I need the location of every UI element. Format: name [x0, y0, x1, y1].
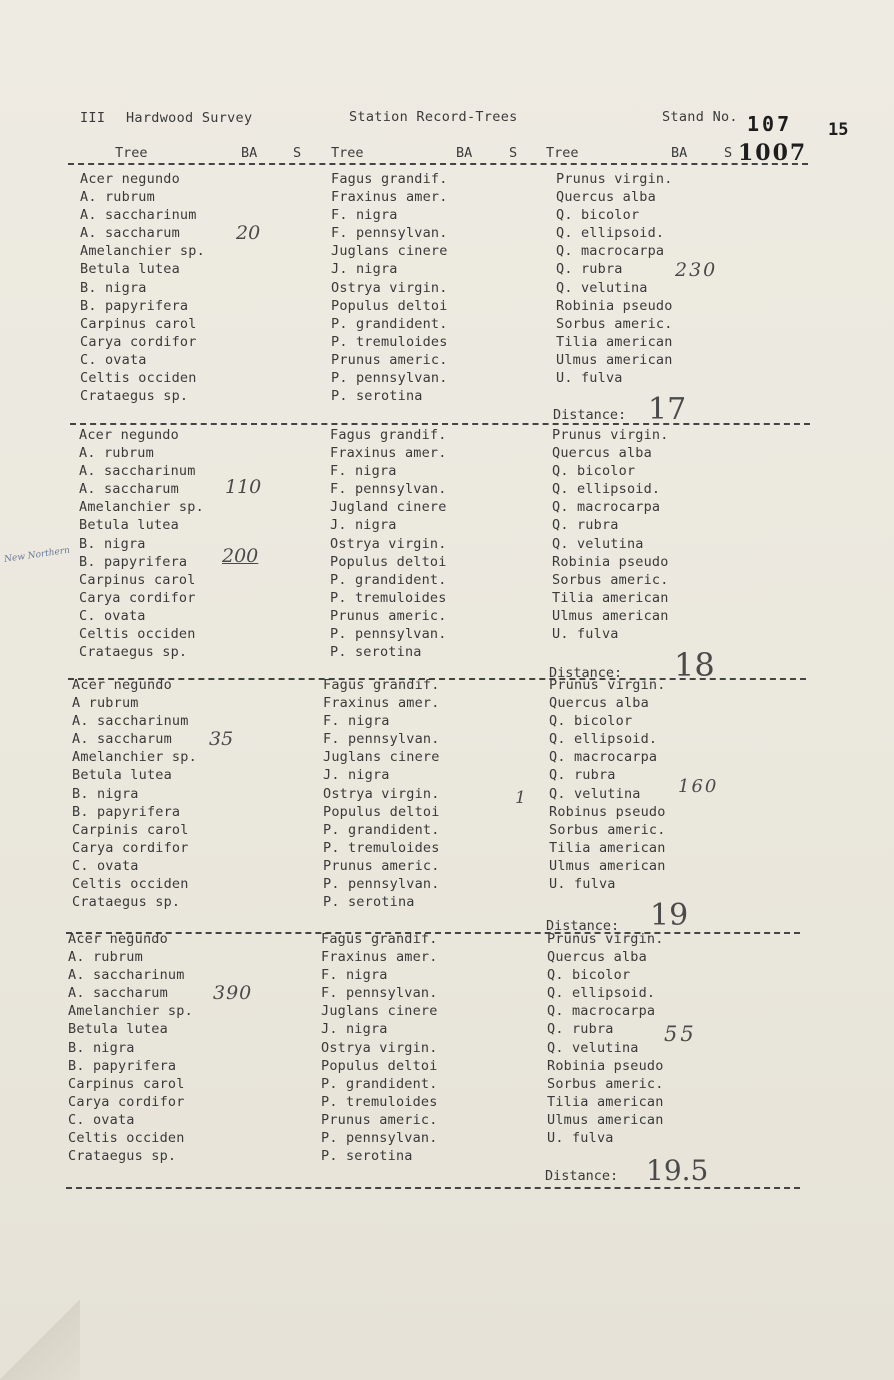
tree-name: Celtis occiden	[68, 1130, 185, 1147]
tree-name: B. papyrifera	[72, 803, 181, 820]
tree-name: P. pennsylvan.	[330, 626, 447, 643]
footer-divider	[66, 1187, 800, 1189]
tree-name: Acer negundo	[80, 171, 180, 187]
section-4-col3	[547, 930, 664, 1147]
basal-area-entry: 1	[515, 788, 526, 808]
col1-s-header: S	[293, 145, 302, 161]
section-2-col2	[330, 426, 447, 661]
tree-name: Q. macrocarpa	[552, 499, 661, 516]
stand-number-stamp: 1007	[738, 140, 808, 166]
distance-value: 19.5	[646, 1154, 709, 1187]
tree-name: B. nigra	[79, 535, 146, 552]
tree-name: Sorbus americ.	[549, 821, 666, 838]
tree-name: Betula lutea	[68, 1021, 168, 1038]
tree-name: J. nigra	[330, 517, 397, 534]
tree-name: P. tremuloides	[331, 333, 448, 350]
tree-name: Q. macrocarpa	[549, 749, 658, 766]
tree-name: A. rubrum	[68, 949, 143, 966]
tree-name: Ulmus american	[547, 1111, 664, 1128]
tree-name: F. nigra	[321, 967, 388, 984]
tree-name: A. rubrum	[80, 189, 155, 206]
distance-label: Distance:	[545, 1168, 619, 1184]
basal-area-entry: 55	[664, 1022, 697, 1046]
basal-area-entry: 35	[209, 728, 234, 750]
tree-name: A rubrum	[72, 695, 139, 712]
stand-label: Stand No.	[662, 109, 738, 125]
tree-name: P. serotina	[321, 1148, 413, 1165]
tree-name: F. pennsylvan.	[323, 731, 440, 748]
tree-name: Celtis occiden	[79, 626, 196, 643]
tree-name: Populus deltoi	[323, 803, 440, 820]
tree-name: Quercus alba	[549, 695, 649, 712]
tree-name: Prunus americ.	[323, 857, 440, 874]
tree-name: A. saccharinum	[68, 967, 185, 984]
tree-name: J. nigra	[323, 767, 390, 784]
distance-value: 18	[674, 646, 715, 684]
tree-name: Betula lutea	[80, 261, 180, 278]
tree-name: Q. bicolor	[549, 713, 633, 730]
tree-name: Tilia american	[552, 589, 669, 606]
tree-name: J. nigra	[331, 261, 398, 278]
tree-name: Carpinus carol	[80, 315, 197, 332]
tree-name: Juglans cinere	[321, 1003, 438, 1020]
col3-tree-header: Tree	[546, 145, 579, 161]
tree-name: Amelanchier sp.	[68, 1003, 193, 1020]
section-2-col3	[552, 426, 669, 643]
tree-name: Fagus grandif.	[321, 931, 438, 947]
basal-area-entry: 110	[225, 476, 262, 498]
section-number: III	[80, 110, 106, 126]
tree-name: Amelanchier sp.	[80, 243, 205, 260]
tree-name: C. ovata	[72, 857, 139, 874]
tree-name: A. saccharum	[68, 985, 168, 1002]
tree-name: Crataegus sp.	[80, 388, 189, 405]
tree-name: Sorbus americ.	[552, 571, 669, 588]
tree-name: C. ovata	[79, 607, 146, 624]
tree-name: Robinia pseudo	[547, 1057, 664, 1074]
tree-name: P. serotina	[331, 388, 423, 405]
tree-name: B. papyrifera	[68, 1057, 177, 1074]
section-2-col1	[79, 426, 204, 661]
tree-name: B. nigra	[80, 279, 147, 296]
tree-name: Juglans cinere	[331, 243, 448, 260]
tree-name: Q. ellipsoid.	[552, 481, 661, 498]
tree-name: Tilia american	[547, 1093, 664, 1110]
tree-name: Fagus grandif.	[331, 171, 448, 187]
tree-name: A. saccharinum	[79, 463, 196, 480]
section-divider	[70, 423, 810, 425]
tree-name: Q. bicolor	[552, 463, 636, 480]
tree-name: B. nigra	[68, 1039, 135, 1056]
basal-area-entry: 160	[678, 776, 719, 797]
tree-name: P. pennsylvan.	[321, 1130, 438, 1147]
tree-name: Celtis occiden	[72, 876, 189, 893]
col1-ba-header: BA	[241, 145, 258, 161]
tree-name: P. grandident.	[330, 571, 447, 588]
tree-name: Robinia pseudo	[556, 297, 673, 314]
tree-name: U. fulva	[556, 370, 623, 387]
tree-name: Populus deltoi	[330, 553, 447, 570]
tree-name: Q. macrocarpa	[547, 1003, 656, 1020]
tree-name: U. fulva	[547, 1130, 614, 1147]
basal-area-entry: 230	[675, 259, 718, 281]
tree-name: Ostrya virgin.	[330, 535, 447, 552]
tree-name: Crataegus sp.	[79, 644, 188, 661]
tree-name: Fagus grandif.	[330, 427, 447, 443]
tree-name: Ostrya virgin.	[321, 1039, 438, 1056]
tree-name: Carya cordifor	[80, 333, 197, 350]
tree-name: Jugland cinere	[330, 499, 447, 516]
tree-name: Acer negundo	[72, 677, 172, 693]
tree-name: Prunus virgin.	[556, 171, 673, 187]
tree-name: Celtis occiden	[80, 370, 197, 387]
section-3-col3	[549, 676, 666, 893]
section-1-col3	[556, 170, 673, 387]
stand-number-typed: 107	[747, 112, 793, 136]
tree-name: Q. rubra	[556, 261, 623, 278]
tree-name: Tilia american	[549, 839, 666, 856]
tree-name: Q. bicolor	[556, 207, 640, 224]
margin-note: New Northern	[3, 545, 71, 565]
tree-name: P. grandident.	[323, 821, 440, 838]
section-1-col1	[80, 170, 205, 405]
tree-name: P. tremuloides	[323, 839, 440, 856]
tree-name: Fagus grandif.	[323, 677, 440, 693]
distance-value: 17	[648, 392, 687, 427]
tree-name: A. saccharinum	[72, 713, 189, 730]
tree-name: Prunus virgin.	[552, 427, 669, 443]
tree-name: Tilia american	[556, 333, 673, 350]
tree-name: Betula lutea	[72, 767, 172, 784]
tree-name: P. grandident.	[331, 315, 448, 332]
tree-name: B. nigra	[72, 785, 139, 802]
tree-name: Q. velutina	[556, 279, 648, 296]
stand-number-mark: 15	[828, 120, 849, 140]
tree-name: Prunus americ.	[331, 351, 448, 368]
tree-name: A. saccharum	[72, 731, 172, 748]
section-3-col2	[323, 676, 440, 911]
tree-name: F. pennsylvan.	[331, 225, 448, 242]
col3-s-header: S	[724, 145, 733, 161]
tree-name: Fraxinus amer.	[331, 189, 448, 206]
tree-name: Prunus americ.	[330, 607, 447, 624]
tree-name: Juglans cinere	[323, 749, 440, 766]
section-1-col2	[331, 170, 448, 405]
section-3-col1	[72, 676, 197, 911]
basal-area-entry: 200	[222, 545, 259, 567]
tree-name: Carpinis carol	[72, 821, 189, 838]
tree-name: Q. ellipsoid.	[547, 985, 656, 1002]
tree-name: P. pennsylvan.	[323, 876, 440, 893]
tree-name: Crataegus sp.	[68, 1148, 177, 1165]
tree-name: Q. ellipsoid.	[549, 731, 658, 748]
tree-name: J. nigra	[321, 1021, 388, 1038]
tree-name: Sorbus americ.	[556, 315, 673, 332]
tree-name: Carpinus carol	[68, 1075, 185, 1092]
tree-name: P. serotina	[330, 644, 422, 661]
tree-name: P. tremuloides	[321, 1093, 438, 1110]
tree-name: Robinia pseudo	[552, 553, 669, 570]
tree-name: Q. bicolor	[547, 967, 631, 984]
tree-name: Carpinus carol	[79, 571, 196, 588]
col1-tree-header: Tree	[115, 145, 148, 161]
col2-s-header: S	[509, 145, 518, 161]
tree-name: Fraxinus amer.	[330, 445, 447, 462]
tree-name: Carya cordifor	[79, 589, 196, 606]
tree-name: Q. rubra	[549, 767, 616, 784]
tree-name: B. papyrifera	[79, 553, 188, 570]
tree-name: P. serotina	[323, 894, 415, 911]
col2-tree-header: Tree	[331, 145, 364, 161]
tree-name: Ulmus american	[556, 351, 673, 368]
tree-name: Ostrya virgin.	[323, 785, 440, 802]
tree-name: Acer negundo	[68, 931, 168, 947]
tree-name: Acer negundo	[79, 427, 179, 443]
tree-name: Fraxinus amer.	[323, 695, 440, 712]
tree-name: Robinus pseudo	[549, 803, 666, 820]
distance-label: Distance:	[553, 407, 627, 423]
tree-name: A. saccharinum	[80, 207, 197, 224]
distance-label: Distance:	[546, 918, 620, 934]
tree-name: Q. velutina	[552, 535, 644, 552]
tree-name: Q. velutina	[547, 1039, 639, 1056]
tree-name: P. tremuloides	[330, 589, 447, 606]
tree-name: Q. velutina	[549, 785, 641, 802]
tree-name: P. pennsylvan.	[331, 370, 448, 387]
tree-name: B. papyrifera	[80, 297, 189, 314]
tree-name: A. saccharum	[80, 225, 180, 242]
page-corner-fold	[0, 1300, 80, 1380]
tree-name: Q. ellipsoid.	[556, 225, 665, 242]
tree-name: P. grandident.	[321, 1075, 438, 1092]
tree-name: U. fulva	[552, 626, 619, 643]
tree-name: C. ovata	[80, 351, 147, 368]
tree-name: A. rubrum	[79, 445, 154, 462]
record-title: Station Record-Trees	[349, 109, 518, 125]
tree-name: Quercus alba	[552, 445, 652, 462]
tree-name: Sorbus americ.	[547, 1075, 664, 1092]
basal-area-entry: 20	[236, 222, 261, 244]
tree-name: F. pennsylvan.	[321, 985, 438, 1002]
tree-name: U. fulva	[549, 876, 616, 893]
tree-name: Ulmus american	[552, 607, 669, 624]
tree-name: Ostrya virgin.	[331, 279, 448, 296]
basal-area-entry: 390	[213, 982, 253, 1004]
section-4-col2	[321, 930, 438, 1165]
tree-name: Ulmus american	[549, 857, 666, 874]
col3-ba-header: BA	[671, 145, 688, 161]
tree-name: Carya cordifor	[72, 839, 189, 856]
tree-name: F. nigra	[323, 713, 390, 730]
col2-ba-header: BA	[456, 145, 473, 161]
tree-name: Betula lutea	[79, 517, 179, 534]
tree-name: Populus deltoi	[321, 1057, 438, 1074]
tree-name: Amelanchier sp.	[79, 499, 204, 516]
header-divider	[68, 163, 808, 165]
tree-name: Populus deltoi	[331, 297, 448, 314]
distance-label: Distance:	[549, 665, 623, 681]
tree-name: Quercus alba	[547, 949, 647, 966]
distance-value: 19	[650, 898, 689, 933]
tree-name: Q. macrocarpa	[556, 243, 665, 260]
tree-name: Fraxinus amer.	[321, 949, 438, 966]
tree-name: F. nigra	[331, 207, 398, 224]
tree-name: Amelanchier sp.	[72, 749, 197, 766]
tree-name: Carya cordifor	[68, 1093, 185, 1110]
tree-name: Q. rubra	[547, 1021, 614, 1038]
section-4-col1	[68, 930, 193, 1165]
survey-title: Hardwood Survey	[126, 110, 253, 126]
tree-name: C. ovata	[68, 1111, 135, 1128]
tree-name: Prunus americ.	[321, 1111, 438, 1128]
tree-name: F. pennsylvan.	[330, 481, 447, 498]
tree-name: Q. rubra	[552, 517, 619, 534]
tree-name: Quercus alba	[556, 189, 656, 206]
tree-name: Prunus virgin.	[549, 677, 666, 693]
tree-name: F. nigra	[330, 463, 397, 480]
tree-name: Prunus virgin.	[547, 931, 664, 947]
tree-name: Crataegus sp.	[72, 894, 181, 911]
tree-name: A. saccharum	[79, 481, 179, 498]
